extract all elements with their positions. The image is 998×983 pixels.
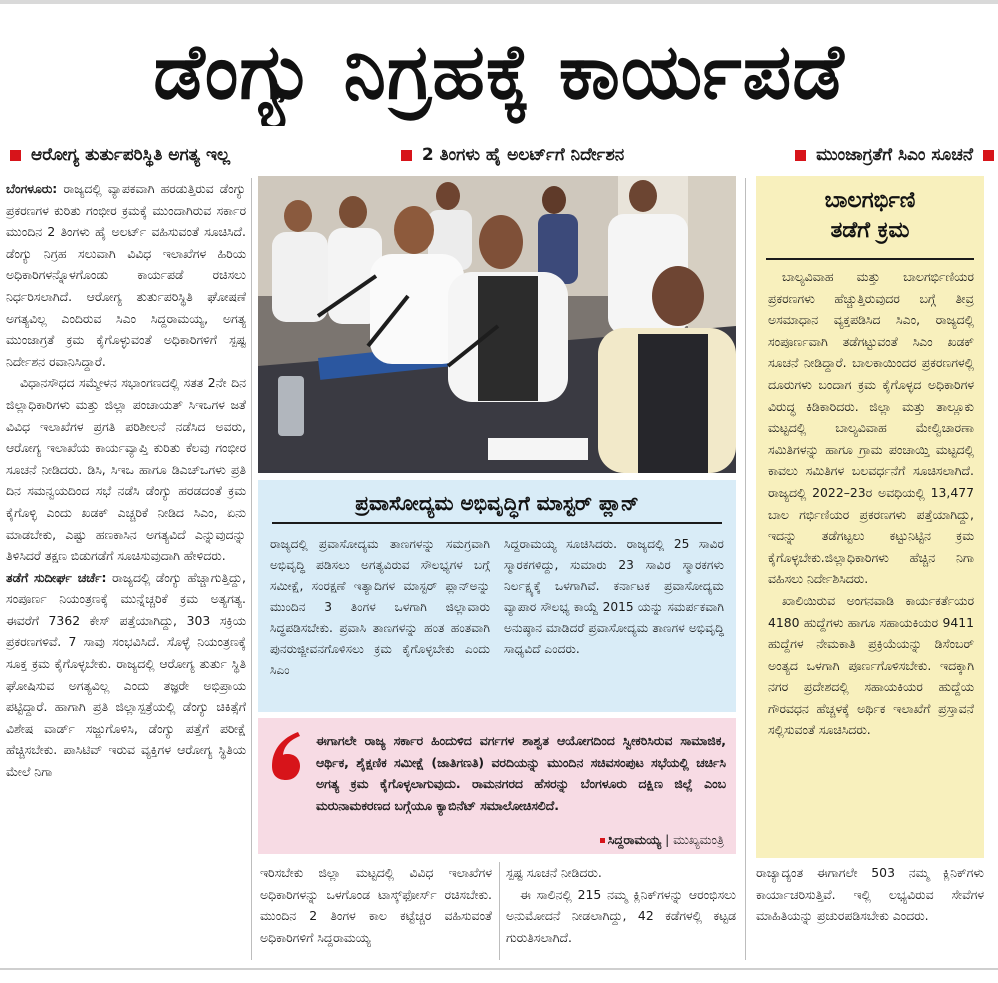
- story-subhead: ತಡೆಗೆ ಸುದೀರ್ಘ ಚರ್ಚೆ:: [6, 569, 107, 585]
- continuation-column: [756, 862, 984, 962]
- subhead-item: [791, 145, 994, 165]
- sidebar-title-line: ಬಾಲಗರ್ಭಿಣಿ: [824, 188, 916, 213]
- subhead-item: [397, 145, 624, 165]
- dateline: ಬೆಂಗಳೂರು:: [6, 181, 58, 196]
- meeting-photo: [258, 176, 736, 473]
- sidebar-title-rule: [766, 258, 974, 260]
- sidebar-paragraph: ಖಾಲಿಯಿರುವ ಅಂಗನವಾಡಿ ಕಾರ್ಯಕರ್ತೆಯರ 4180 ಹುದ್ದೆಗಳು ಹಾಗೂ ಸಹಾಯಕಿಯರ 9411 ಹುದ್ದೆಗಳ ನೇಮಕಾತಿ ಪ್ರಕ್ರಿಯೆಯನ್ನು ಡಿಸೆಂಬರ್ ಅಂತ್ಯದ ಒಳಗಾಗಿ ಪೂರ್ಣಗೊಳಿಸಬೇಕು. ಇದಕ್ಕಾಗಿ ನಗರ ಪ್ರದೇಶದಲ್ಲಿ ಸಹಾಯಕಿಯರ ಹುದ್ದೆಯ ಗೌರವಧನ ಹೆಚ್ಚಳಕ್ಕೆ ಅರ್ಥಿಕ ಇಲಾಖೆಗೆ ಪ್ರಸ್ತಾವನೆ ಸಲ್ಲಿಸುವಂತೆ ಸೂಚಿಸಿದರು.: [768, 592, 974, 738]
- column-divider: [251, 178, 252, 960]
- story-text: ರಾಜ್ಯದಲ್ಲಿ ಡೆಂಗ್ಯು ಹೆಚ್ಚಾಗುತ್ತಿದ್ದು, ಸಂಪೂರ್ಣ ನಿಯಂತ್ರಣಕ್ಕೆ ಮುನ್ನೆಚ್ಚರಿಕೆ ಕ್ರಮ ಅತ್ಯಗತ್ಯ. ಈವರೆಗೆ 7362 ಕೇಸ್ ಪತ್ತೆಯಾಗಿದ್ದು, 303 ಸಕ್ರಿಯ ಪ್ರಕರಣಗಳಿವೆ. 7 ಸಾವು ಸಂಭವಿಸಿದೆ. ಸೊಳ್ಳೆ ನಿಯಂತ್ರಣಕ್ಕೆ ಸೂಕ್ತ ಕ್ರಮ ಕೈಗೊಳ್ಳಬೇಕು. ರಾಜ್ಯದಲ್ಲಿ ಆರೋಗ್ಯ ತುರ್ತು ಸ್ಥಿತಿ ಘೋಷಿಸುವ ಅಗತ್ಯವಿಲ್ಲ ಎಂದು ತಜ್ಞರೇ ಅಭಿಪ್ರಾಯ ಪಟ್ಟಿದ್ದಾರೆ. ಹಾಗಾಗಿ ಪ್ರತಿ ಜಿಲ್ಲಾಸ್ಪತ್ರೆಯಲ್ಲಿ ಡೆಂಗ್ಯು ಚಿಕಿತ್ಸೆಗೆ ವಿಶೇಷ ವಾರ್ಡ್ ಸಜ್ಜುಗೊಳಿಸಿ, ಡೆಂಗ್ಯು ಪತ್ತೆಗೆ ಪರೀಕ್ಷೆ ಹೆಚ್ಚಿಸಬೇಕು. ಪಾಸಿಟಿವ್ ಇರುವ ವ್ಯಕ್ತಿಗಳ ಆರೋಗ್ಯ ಸ್ಥಿತಿಯ ಮೇಲೆ ನಿಗಾ: [6, 569, 246, 780]
- quote-box: [258, 718, 736, 854]
- continuation-paragraph: ಈ ಸಾಲಿನಲ್ಲಿ 215 ನಮ್ಮ ಕ್ಲಿನಿಕ್‌ಗಳನ್ನು ಆರಂಭಿಸಲು ಅನುಮೋದನೆ ನೀಡಲಾಗಿದ್ದು, 42 ಕಡೆಗಳಲ್ಲಿ ಕಟ್ಟಡ ಗುರುತಿಸಲಾಗಿದೆ.: [506, 886, 736, 945]
- tourism-paragraph: ಸಿದ್ದರಾಮಯ್ಯ ಸೂಚಿಸಿದರು. ರಾಜ್ಯದಲ್ಲಿ 25 ಸಾವಿರ ಸ್ಮಾರಕಗಳಿದ್ದು, ಸುಮಾರು 23 ಸಾವಿರ ಸ್ಮಾರಕಗಳು ನಿರ್ಲಕ್ಷ್ಯಕ್ಕೆ ಒಳಗಾಗಿವೆ. ಕರ್ನಾಟಕ ಪ್ರವಾಸೋದ್ಯಮ ವ್ಯಾಪಾರ ಸೌಲಭ್ಯ ಕಾಯ್ದೆ 2015 ಯನ್ನು ಸಮರ್ಪಕವಾಗಿ ಅನುಷ್ಠಾನ ಮಾಡಿದರೆ ಪ್ರವಾಸೋದ್ಯಮ ತಾಣಗಳ ಅಭಿವೃದ್ಧಿ ಸಾಧ್ಯವಿದೆ ಎಂದರು.: [504, 537, 724, 656]
- quote-author: ಸಿದ್ದರಾಮಯ್ಯ: [607, 832, 662, 847]
- page-headline: ಡೆಂಗ್ಯು ನಿಗ್ರಹಕ್ಕೆ ಕಾರ್ಯಪಡೆ: [153, 27, 845, 116]
- bullet-square-icon: [401, 150, 412, 161]
- tourism-title: ಪ್ರವಾಸೋದ್ಯಮ ಅಭಿವೃದ್ಧಿಗೆ ಮಾಸ್ಟರ್ ಪ್ಲಾನ್: [355, 491, 639, 515]
- main-story-column: [6, 178, 246, 960]
- meeting-photo-illustration: [258, 176, 736, 473]
- story-text: ರಾಜ್ಯದಲ್ಲಿ ವ್ಯಾಪಕವಾಗಿ ಹರಡುತ್ತಿರುವ ಡೆಂಗ್ಯು ಪ್ರಕರಣಗಳ ಕುರಿತು ಗಂಭೀರ ಕ್ರಮಕ್ಕೆ ಮುಂದಾಗಿರುವ ಸರ್ಕಾರ ಮುಂದಿನ 2 ತಿಂಗಳು ಹೈ ಅಲರ್ಟ್ ವಹಿಸುವಂತೆ ಸೂಚಿಸಿದೆ. ಡೆಂಗ್ಯು ನಿಗ್ರಹ ಸಲುವಾಗಿ ವಿವಿಧ ಇಲಾಖೆಗಳ ಹಿರಿಯ ಅಧಿಕಾರಿಗಳನ್ನೊಳಗೊಂಡು ಕಾರ್ಯಪಡೆ ರಚಿಸಲು ನಿರ್ಧರಿಸಲಾಗಿದೆ. ಆರೋಗ್ಯ ತುರ್ತುಪರಿಸ್ಥಿತಿ ಘೋಷಣೆ ಅಗತ್ಯವಿಲ್ಲ ಎಂದಿರುವ ಸಿಎಂ ಸಿದ್ದರಾಮಯ್ಯ, ಅಗತ್ಯ ಮುಂಜಾಗ್ರತೆ ಕ್ರಮ ಕೈಗೊಳ್ಳುವಂತೆ ಅಧಿಕಾರಿಗಳಿಗೆ ಸ್ಪಷ್ಟ ನಿರ್ದೇಶನ ರವಾನಿಸಿದ್ದಾರೆ.: [6, 181, 246, 369]
- sidebar-paragraph: ಬಾಲ್ಯವಿವಾಹ ಮತ್ತು ಬಾಲಗರ್ಭಿಣಿಯರ ಪ್ರಕರಣಗಳು ಹೆಚ್ಚುತ್ತಿರುವುದರ ಬಗ್ಗೆ ತೀವ್ರ ಅಸಮಾಧಾನ ವ್ಯಕ್ತಪಡಿಸಿದ ಸಿಎಂ, ರಾಜ್ಯದಲ್ಲಿ ಸಂಪೂರ್ಣವಾಗಿ ತಡೆಗಟ್ಟುವಂತೆ ಸಿಎಂ ಖಡಕ್ ಸೂಚನೆ ನೀಡಿದ್ದಾರೆ. ಬಾಲಕಾಯಿಂದರ ಪ್ರಕರಣಗಳಲ್ಲಿ ದೂರುಗಳು ಬಂದಾಗ ಕ್ರಮ ಕೈಗೊಳ್ಳದ ಅಧಿಕಾರಿಗಳ ವಿರುದ್ಧ ಕಿಡಿಕಾರಿದರು. ಜಿಲ್ಲಾ ಮತ್ತು ತಾಲ್ಲೂಕು ಮಟ್ಟದಲ್ಲಿ ಬಾಲ್ಯವಿವಾಹ ಮೇಲ್ವಿಚಾರಣಾ ಸಮಿತಿಗಳನ್ನು ಹಾಗೂ ಗ್ರಾಮ ಪಂಚಾಯ್ತಿ ಮಟ್ಟದಲ್ಲಿ ಕಾವಲು ಸಮಿತಿಗಳ ಬಲವರ್ಧನೆಗೆ ಸೂಚಿಸಲಾಗಿದೆ. ರಾಜ್ಯದಲ್ಲಿ 2022–23ರ ಅವಧಿಯಲ್ಲಿ 13,477 ಬಾಲ ಗರ್ಭಿಣಿಯರ ಪ್ರಕರಣಗಳು ಪತ್ತೆಯಾಗಿದ್ದು, ಇದನ್ನು ತಡೆಗಟ್ಟಲು ಕಟ್ಟುನಿಟ್ಟಿನ ಕ್ರಮ ಕೈಗೊಳ್ಳಬೇಕು.ಜಿಲ್ಲಾಧಿಕಾರಿಗಳು ಹೆಚ್ಚಿನ ನಿಗಾ ವಹಿಸಲು ನಿರ್ದೇಶಿಸಿದರು.: [768, 269, 974, 587]
- subhead-text: 2 ತಿಂಗಳು ಹೈ ಅಲರ್ಟ್‌ಗೆ ನಿರ್ದೇಶನ: [421, 145, 625, 165]
- continuation-paragraph: ರಾಜ್ಯಾದ್ಯಂತ ಈಗಾಗಲೇ 503 ನಮ್ಮ ಕ್ಲಿನಿಕ್‌ಗಳು ಕಾರ್ಯಾಚರಿಸುತ್ತಿವೆ. ಇಲ್ಲಿ ಲಭ್ಯವಿರುವ ಸೇವೆಗಳ ಮಾಹಿತಿಯನ್ನು ಪ್ರಚುರಪಡಿಸಬೇಕು ಎಂದರು.: [756, 865, 984, 924]
- subhead-text: ಆರೋಗ್ಯ ತುರ್ತುಪರಿಸ್ಥಿತಿ ಅಗತ್ಯ ಇಲ್ಲ: [31, 145, 231, 165]
- sidebar-body: [768, 266, 974, 850]
- subheads-bar: [6, 140, 994, 170]
- quote-text: [316, 730, 726, 826]
- tourism-column: [270, 534, 490, 708]
- bullet-dot-icon: [600, 838, 605, 843]
- bullet-square-icon: [795, 150, 806, 161]
- column-divider: [499, 862, 500, 960]
- sidebar-title: [764, 186, 976, 246]
- quote-attribution: [600, 830, 724, 850]
- tourism-box: [258, 480, 736, 712]
- tourism-column: [504, 534, 724, 708]
- column-divider: [745, 178, 746, 960]
- top-border: [0, 0, 998, 4]
- tourism-paragraph: ರಾಜ್ಯದಲ್ಲಿ ಪ್ರವಾಸೋದ್ಯಮ ತಾಣಗಳನ್ನು ಸಮಗ್ರವಾಗಿ ಅಭಿವೃದ್ಧಿ ಪಡಿಸಲು ಅಗತ್ಯವಿರುವ ಸೌಲಭ್ಯಗಳ ಬಗ್ಗೆ ಸಮೀಕ್ಷೆ, ಸಂರಕ್ಷಣೆ ಇತ್ಯಾದಿಗಳ ಮಾಸ್ಟರ್ ಪ್ಲಾನ್‌ಅನ್ನು ಮುಂದಿನ 3 ತಿಂಗಳ ಒಳಗಾಗಿ ಜಿಲ್ಲಾವಾರು ಸಿದ್ಧಪಡಿಸಬೇಕು. ಪ್ರವಾಸಿ ತಾಣಗಳನ್ನು ಹಂತ ಹಂತವಾಗಿ ಪುನರುಜ್ಜೀವನಗೊಳಿಸಲು ಕ್ರಮ ಕೈಗೊಳ್ಳಬೇಕು ಎಂದು ಸಿಎಂ: [270, 537, 490, 677]
- subhead-text: ಮುಂಜಾಗ್ರತೆಗೆ ಸಿಎಂ ಸೂಚನೆ: [816, 145, 973, 165]
- sidebar-title-line: ತಡೆಗೆ ಕ್ರಮ: [830, 218, 910, 243]
- story-paragraph: [6, 567, 246, 783]
- child-pregnancy-sidebar: [756, 176, 984, 858]
- story-paragraph: [6, 178, 246, 372]
- quote-author-role: | ಮುಖ್ಯಮಂತ್ರಿ: [665, 832, 724, 847]
- continuation-paragraph: ಸ್ಪಷ್ಟ ಸೂಚನೆ ನೀಡಿದರು.: [506, 865, 602, 880]
- quote-mark-icon: [268, 730, 304, 782]
- bottom-border: [0, 968, 998, 970]
- continuation-column: [506, 862, 736, 962]
- story-paragraph: ವಿಧಾನಸೌಧದ ಸಮ್ಮೇಳನ ಸಭಾಂಗಣದಲ್ಲಿ ಸತತ 2ನೇ ದಿನ ಜಿಲ್ಲಾಧಿಕಾರಿಗಳು ಮತ್ತು ಜಿಲ್ಲಾ ಪಂಚಾಯತ್ ಸಿಇಒಗಳ ಜತೆ ವಿವಿಧ ಇಲಾಖೆಗಳ ಪ್ರಗತಿ ಪರಿಶೀಲನೆ ನಡೆಸಿದ ಅವರು, ಆರೋಗ್ಯ ಇಲಾಖೆಯ ಕಾರ್ಯವ್ಯಾಪ್ತಿ ಕುರಿತು ಕೆಲವು ಗಂಭೀರ ಸೂಚನೆ ನೀಡಿದರು. ಡಿಸಿ, ಸಿಇಒ ಹಾಗೂ ಡಿಎಚ್‌ಒಗಳು ಪ್ರತಿ ದಿನ ಸಮನ್ವಯದಿಂದ ಸಭೆ ನಡೆಸಿ ಡೆಂಗ್ಯು ಹರಡದಂತೆ ಕ್ರಮ ಕೈಗೊಳ್ಳಿ ಎಂದು ಖಡಕ್ ಎಚ್ಚರಿಕೆ ನೀಡಿದ ಸಿಎಂ, ಏನು ಮಾಡಬೇಕು, ಎಷ್ಟು ಹಣಕಾಸಿನ ಅಗತ್ಯವಿದೆ ಎನ್ನುವುದನ್ನು ತಿಳಿಸಿದರೆ ತಕ್ಷಣ ಬಿಡುಗಡೆಗೆ ಸೂಚಿಸುವುದಾಗಿ ಹೇಳಿದರು.: [6, 375, 246, 564]
- continuation-column: [260, 862, 492, 962]
- continuation-paragraph: ಇರಿಸಬೇಕು ಜಿಲ್ಲಾ ಮಟ್ಟದಲ್ಲಿ ವಿವಿಧ ಇಲಾಖೆಗಳ ಅಧಿಕಾರಿಗಳನ್ನು ಒಳಗೊಂಡ ಟಾಸ್ಕ್‌ಫೋರ್ಸ್ ರಚಿಸಬೇಕು. ಮುಂದಿನ 2 ತಿಂಗಳ ಕಾಲ ಕಟ್ಟೆಚ್ಚರ ವಹಿಸುವಂತೆ ಅಧಿಕಾರಿಗಳಿಗೆ ಸಿದ್ದರಾಮಯ್ಯ: [260, 865, 492, 945]
- bullet-square-icon: [10, 150, 21, 161]
- tourism-title-rule: [272, 522, 722, 524]
- subhead-item: [6, 145, 230, 165]
- quote-paragraph: ಈಗಾಗಲೇ ರಾಜ್ಯ ಸರ್ಕಾರ ಹಿಂದುಳಿದ ವರ್ಗಗಳ ಶಾಶ್ವತ ಆಯೋಗದಿಂದ ಸ್ವೀಕರಿಸಿರುವ ಸಾಮಾಜಿಕ, ಆರ್ಥಿಕ, ಶೈಕ್ಷಣಿಕ ಸಮೀಕ್ಷೆ (ಜಾತಿಗಣತಿ) ವರದಿಯನ್ನು ಮುಂದಿನ ಸಚಿವಸಂಪುಟ ಸಭೆಯಲ್ಲಿ ಚರ್ಚಿಸಿ ಅಗತ್ಯ ಕ್ರಮ ಕೈಗೊಳ್ಳಲಾಗುವುದು. ರಾಮನಗರದ ಹೆಸರನ್ನು ಬೆಂಗಳೂರು ದಕ್ಷಿಣ ಜಿಲ್ಲೆ ಎಂಬ ಮರುನಾಮಕರಣದ ಬಗ್ಗೆಯೂ ಕ್ಯಾಬಿನೆಟ್ ಸಮಾಲೋಚಿಸಲಿದೆ.: [316, 733, 726, 813]
- bullet-square-icon: [983, 150, 994, 161]
